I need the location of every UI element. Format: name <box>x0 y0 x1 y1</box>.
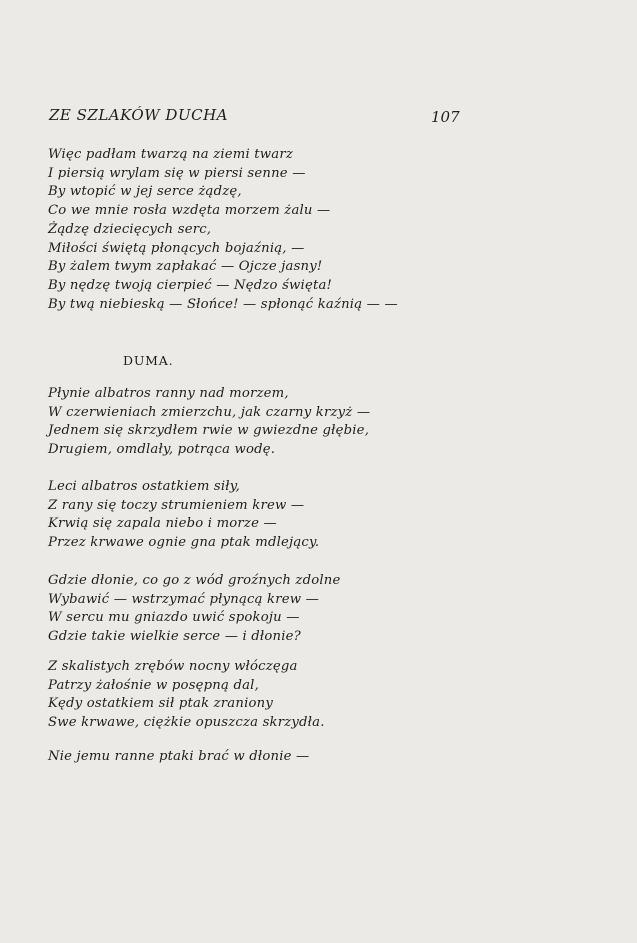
poem-line: Z rany się toczy strumieniem krew — <box>48 497 305 513</box>
stanza-3 <box>48 572 340 647</box>
running-header-title: ZE SZLAKÓW DUCHA <box>49 106 228 124</box>
poem-line: Nie jemu ranne ptaki brać w dłonie — <box>48 749 310 764</box>
stanza-1 <box>48 385 370 460</box>
poem-line: I piersią wrylam się w piersi senne — <box>48 165 306 181</box>
poem-line: By wtopić w jej serce żądzę, <box>48 184 242 200</box>
poem-line: Przez krwawe ognie gna ptak mdlejący. <box>48 535 320 551</box>
poem-line: W sercu mu gniazdo uwić spokoju — <box>48 610 300 626</box>
stanza-2 <box>48 478 319 553</box>
poem-line: Gdzie takie wielkie serce — i dłonie? <box>48 629 301 645</box>
poem-line: Patrzy żałośnie w posępną dal, <box>48 677 259 693</box>
poem-line: By żalem twym zapłakać — Ojcze jasny! <box>48 259 323 275</box>
poem-line: Jednem się skrzydłem rwie w gwiezdne głębie, <box>48 423 370 439</box>
poem-line: Co we mnie rosła wzdęta morzem żalu — <box>48 203 331 219</box>
poem-line: Z skalistych zrębów nocny włóczęga <box>48 659 298 674</box>
poem-line: Gdzie dłonie, co go z wód groźnych zdolne <box>48 573 341 588</box>
stanza-4 <box>48 658 325 733</box>
poem-line: Płynie albatros ranny nad morzem, <box>48 386 289 401</box>
poem-line: Kędy ostatkiem sił ptak zraniony <box>48 696 273 712</box>
poem-line: By twą niebieską — Słońce! — spłonąć kaźnią — — <box>48 296 398 312</box>
poem-line: Żądzę dziecięcych serc, <box>48 221 212 237</box>
poem-line: Drugiem, omdlały, potrąca wodę. <box>48 442 276 458</box>
stanza-5 <box>48 748 309 767</box>
poem-line: Krwią się zapala niebo i morze — <box>48 516 277 532</box>
poem-line: By nędzę twoją cierpieć — Nędzo święta! <box>48 277 333 293</box>
poem-line: Wybawić — wstrzymać płynącą krew — <box>48 591 320 607</box>
page-number: 107 <box>431 108 460 126</box>
poem-line: Leci albatros ostatkiem siły, <box>48 479 241 494</box>
poem-line: Swe krwawe, ciężkie opuszcza skrzydła. <box>48 715 325 731</box>
poem-line: Miłości świętą płonących bojaźnią, — <box>48 240 305 256</box>
poem-line: W czerwieniach zmierzchu, jak czarny krzyż — <box>48 404 371 420</box>
poem-line: Więc padłam twarzą na ziemi twarz <box>48 147 293 162</box>
section-title: DUMA. <box>123 353 174 368</box>
poem-intro-stanza <box>48 146 398 314</box>
